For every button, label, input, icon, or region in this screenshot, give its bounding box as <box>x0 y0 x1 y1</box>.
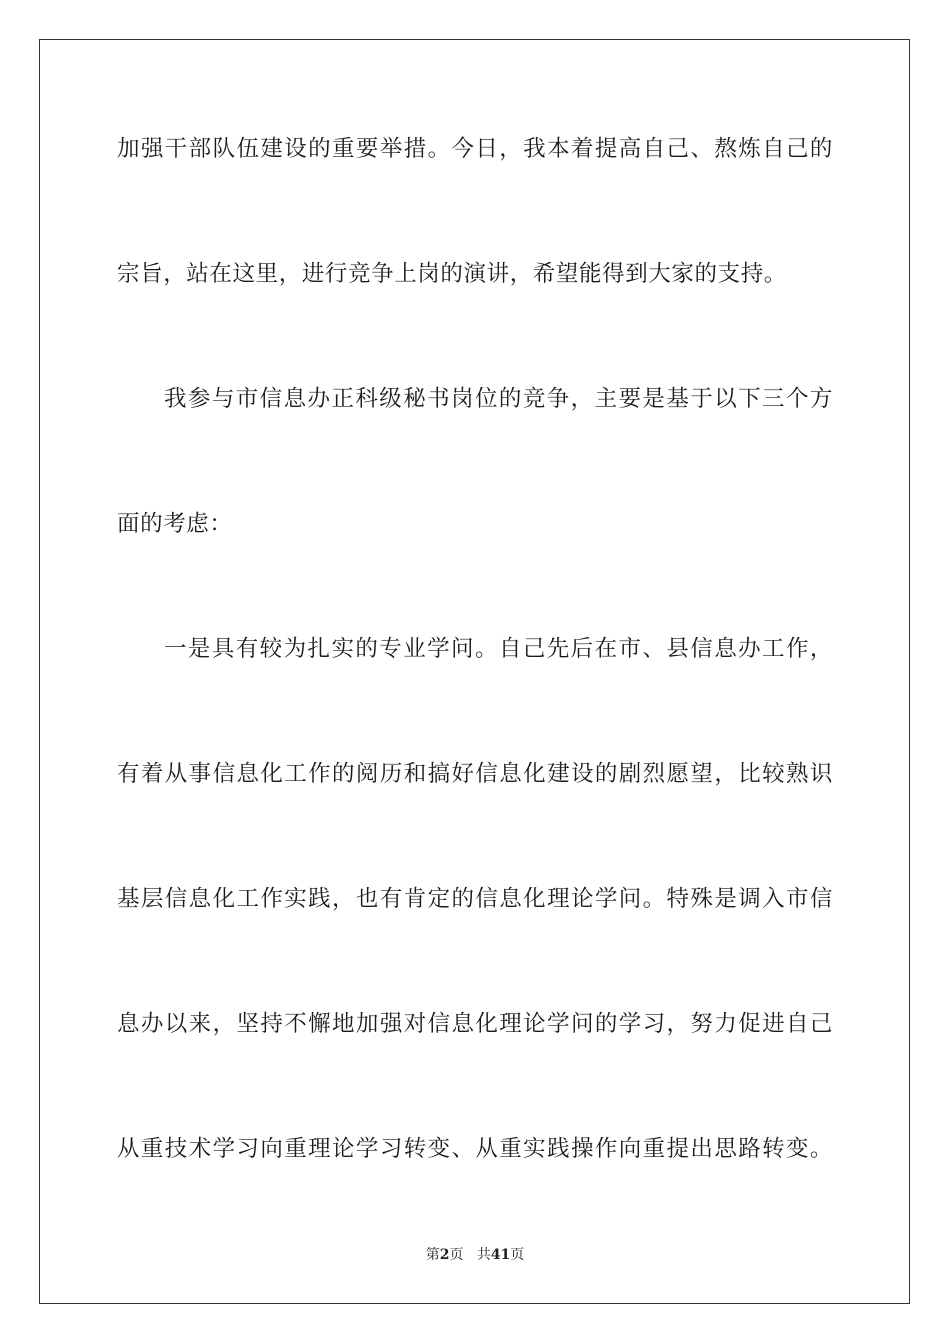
total-pages: 41 <box>490 1247 511 1263</box>
body-text-line: 面的考虑： <box>117 511 233 537</box>
page-number: 2 <box>439 1247 450 1263</box>
body-text-line: 一是具有较为扎实的专业学问。自己先后在市、县信息办工作， <box>164 636 833 662</box>
body-text-line: 基层信息化工作实践，也有肯定的信息化理论学问。特殊是调入市信 <box>117 886 833 912</box>
total-label-prefix: 共 <box>476 1247 491 1263</box>
page-border <box>39 39 910 1304</box>
body-text-line: 从重技术学习向重理论学习转变、从重实践操作向重提出思路转变。 <box>117 1136 833 1162</box>
total-label-suffix: 页 <box>510 1247 525 1263</box>
body-text-line: 加强干部队伍建设的重要举措。今日，我本着提高自己、熬炼自己的 <box>117 136 833 162</box>
page-label-suffix: 页 <box>449 1247 464 1263</box>
page-label-prefix: 第 <box>425 1247 440 1263</box>
body-text-line: 有着从事信息化工作的阅历和搞好信息化建设的剧烈愿望，比较熟识 <box>117 761 833 787</box>
page-footer <box>0 1246 950 1264</box>
body-text-line: 息办以来，坚持不懈地加强对信息化理论学问的学习，努力促进自己 <box>117 1011 833 1037</box>
body-text-line: 宗旨，站在这里，进行竞争上岗的演讲，希望能得到大家的支持。 <box>117 261 787 287</box>
body-text-line: 我参与市信息办正科级秘书岗位的竞争，主要是基于以下三个方 <box>164 386 833 412</box>
